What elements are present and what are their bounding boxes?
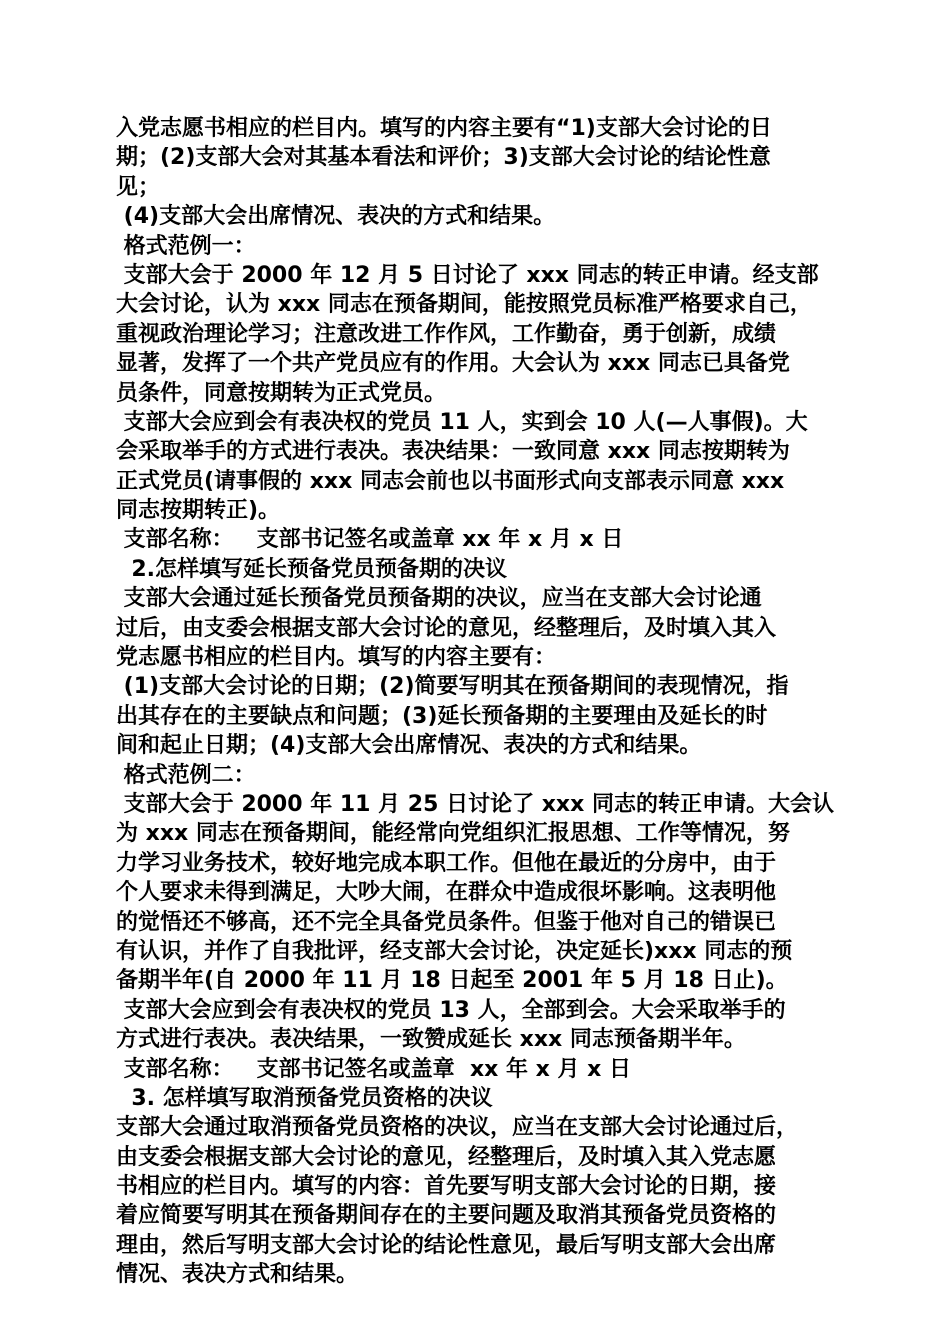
text-line: 大会讨论，认为 xxx 同志在预备期间，能按照党员标准严格要求自己，: [116, 292, 812, 318]
text-line: 间和起止日期；(4)支部大会出席情况、表决的方式和结果。: [116, 733, 702, 759]
text-line: 支部大会于 2000 年 11 月 25 日讨论了 xxx 同志的转正申请。大会认: [116, 791, 834, 817]
text-line: 支部大会应到会有表决权的党员 13 人，全部到会。大会采取举手的: [116, 997, 786, 1023]
text-line: 党志愿书相应的栏目内。填写的内容主要有：: [116, 645, 557, 671]
text-line: 力学习业务技术，较好地完成本职工作。但他在最近的分房中，由于: [116, 850, 777, 876]
text-line: 方式进行表决。表决结果，一致赞成延长 xxx 同志预备期半年。: [116, 1027, 746, 1053]
text-line: 备期半年(自 2000 年 11 月 18 日起至 2001 年 5 月 18 日止)。: [116, 968, 788, 994]
text-line: 同志按期转正)。: [116, 498, 281, 524]
text-line: 见；: [116, 174, 161, 200]
text-line: 过后，由支委会根据支部大会讨论的意见，经整理后，及时填入其入: [116, 615, 777, 641]
text-line: 重视政治理论学习；注意改进工作作风，工作勤奋，勇于创新，成绩: [116, 321, 777, 347]
text-line: 支部大会通过取消预备党员资格的决议，应当在支部大会讨论通过后，: [116, 1115, 799, 1141]
text-line: 有认识，并作了自我批评，经支部大会讨论，决定延长)xxx 同志的预: [116, 938, 793, 964]
text-line: 期；(2)支部大会对其基本看法和评价；3)支部大会讨论的结论性意: [116, 145, 771, 171]
text-line: 会采取举手的方式进行表决。表决结果：一致同意 xxx 同志按期转为: [116, 439, 790, 465]
text-line: 格式范例二：: [116, 762, 256, 788]
text-line: 理由，然后写明支部大会讨论的结论性意见，最后写明支部大会出席: [116, 1232, 777, 1258]
text-line: 2.怎样填写延长预备党员预备期的决议: [116, 556, 507, 582]
text-line: 支部名称： 支部书记签名或盖章 xx 年 x 月 x 日: [116, 1056, 632, 1082]
text-line: 格式范例一：: [116, 233, 256, 259]
text-line: 由支委会根据支部大会讨论的意见，经整理后，及时填入其入党志愿: [116, 1144, 777, 1170]
text-line: 正式党员(请事假的 xxx 同志会前也以书面形式向支部表示同意 xxx: [116, 468, 785, 494]
text-line: 支部大会应到会有表决权的党员 11 人，实到会 10 人(—人事假)。大: [116, 409, 808, 435]
text-line: 入党志愿书相应的栏目内。填写的内容主要有“1)支部大会讨论的日: [116, 116, 772, 141]
text-line: 出其存在的主要缺点和问题；(3)延长预备期的主要理由及延长的时: [116, 703, 768, 729]
text-line: 显著，发挥了一个共产党员应有的作用。大会认为 xxx 同志已具备党: [116, 351, 790, 377]
text-line: 个人要求未得到满足，大吵大闹，在群众中造成很坏影响。这表明他: [116, 880, 777, 906]
text-line: 3. 怎样填写取消预备党员资格的决议: [116, 1085, 493, 1111]
text-line: (4)支部大会出席情况、表决的方式和结果。: [116, 204, 556, 230]
text-line: 支部大会通过延长预备党员预备期的决议，应当在支部大会讨论通: [116, 586, 762, 612]
text-line: 书相应的栏目内。填写的内容：首先要写明支部大会讨论的日期，接: [116, 1174, 777, 1200]
text-line: (1)支部大会讨论的日期；(2)简要写明其在预备期间的表现情况，指: [116, 674, 789, 700]
text-line: 为 xxx 同志在预备期间，能经常向党组织汇报思想、工作等情况，努: [116, 821, 790, 847]
document-page: [116, 114, 846, 1290]
text-line: 员条件，同意按期转为正式党员。: [116, 380, 447, 406]
text-line: 支部大会于 2000 年 12 月 5 日讨论了 xxx 同志的转正申请。经支部: [116, 262, 819, 288]
text-line: 支部名称： 支部书记签名或盖章 xx 年 x 月 x 日: [116, 527, 624, 553]
text-line: 情况、表决方式和结果。: [116, 1262, 359, 1288]
text-line: 的觉悟还不够高，还不完全具备党员条件。但鉴于他对自己的错误已: [116, 909, 777, 935]
text-line: 着应简要写明其在预备期间存在的主要问题及取消其预备党员资格的: [116, 1203, 777, 1229]
